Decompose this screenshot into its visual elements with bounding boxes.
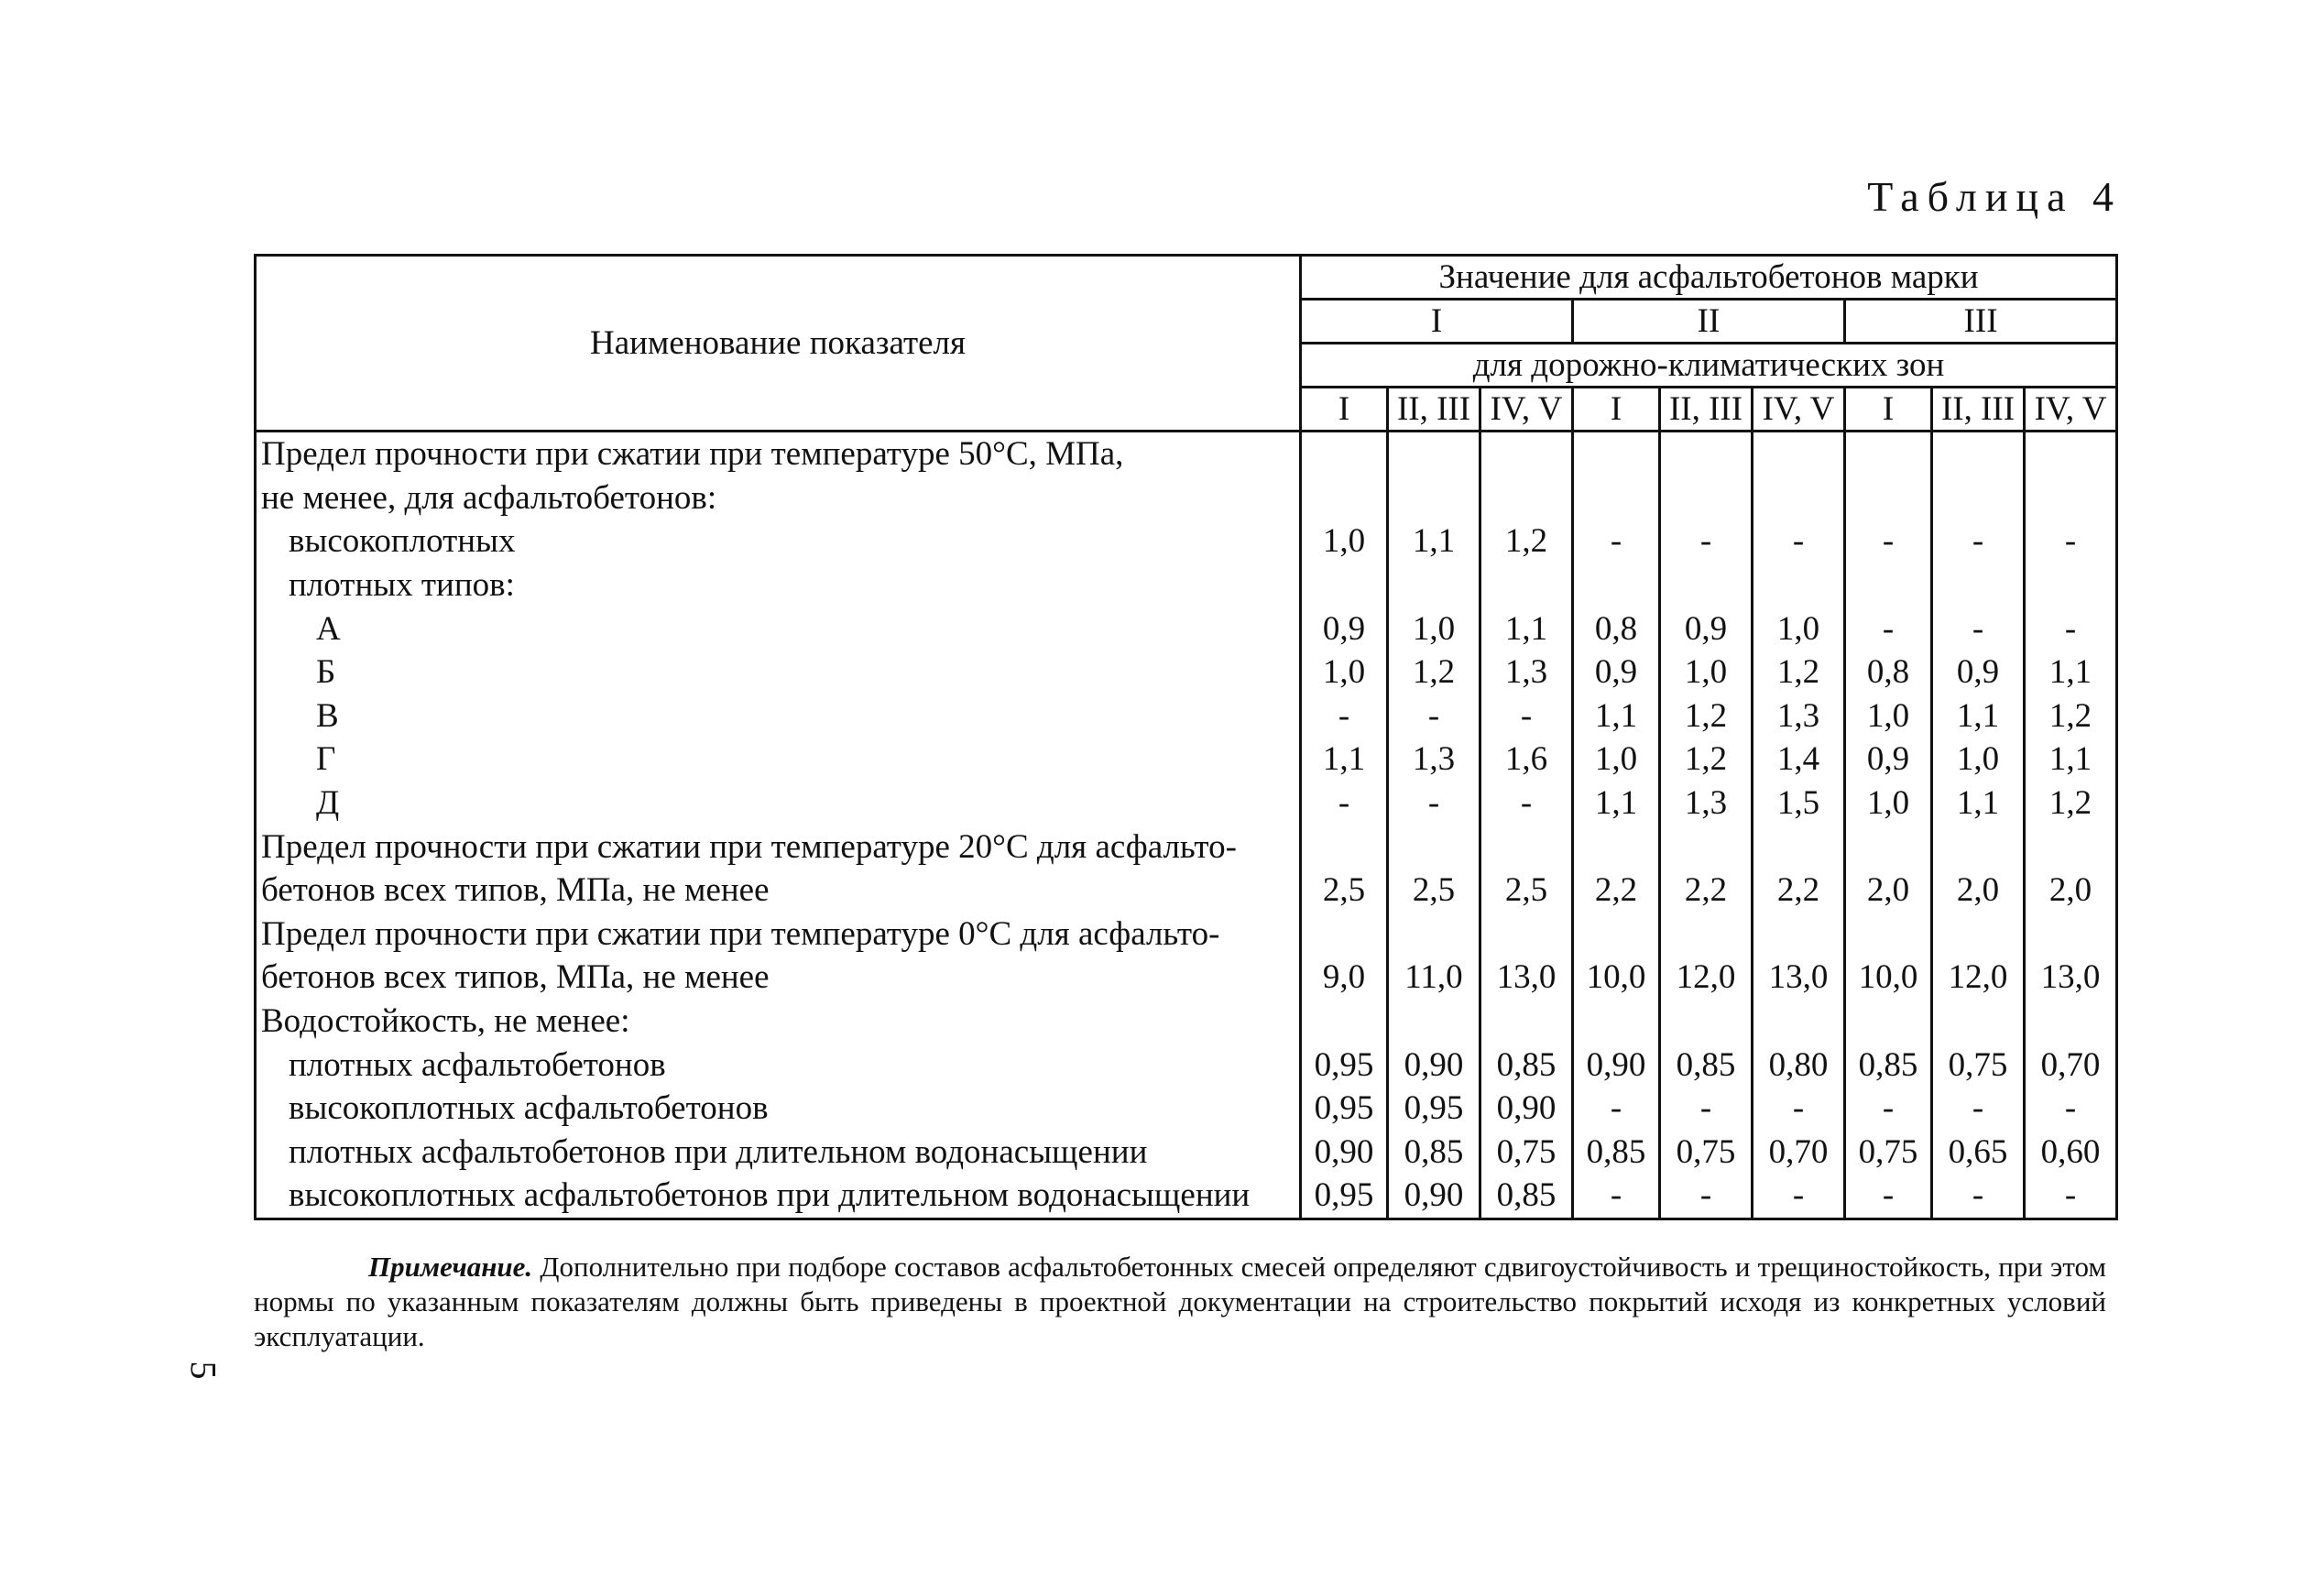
value-cell: 13,0 bbox=[1753, 956, 1845, 1000]
value-cell bbox=[1301, 1000, 1388, 1044]
table-row bbox=[256, 1000, 2117, 1044]
table-row bbox=[256, 519, 2117, 563]
indicator-name-cell bbox=[256, 519, 1301, 563]
value-cell bbox=[1480, 476, 1573, 520]
indicator-name-cell bbox=[256, 782, 1301, 825]
table-caption: Таблица 4 bbox=[1867, 173, 2122, 220]
zones-title-header: для дорожно-климатических зон bbox=[1301, 344, 2117, 388]
value-cell: - bbox=[2025, 1087, 2117, 1131]
indicator-name: высокоплотных асфальтобетонов при длительном водонасыщении bbox=[289, 1176, 1251, 1215]
value-cell: 0,9 bbox=[1660, 607, 1753, 650]
indicator-name-cell bbox=[256, 956, 1301, 1000]
value-cell: 2,0 bbox=[1845, 869, 1932, 913]
value-cell: 0,95 bbox=[1301, 1043, 1388, 1087]
value-cell bbox=[1480, 563, 1573, 607]
value-cell: 1,3 bbox=[1480, 650, 1573, 694]
zone-header: IV, V bbox=[2025, 388, 2117, 432]
value-cell: - bbox=[1753, 1174, 1845, 1219]
value-cell bbox=[1753, 825, 1845, 869]
note-label: Примечание. bbox=[368, 1251, 533, 1283]
value-cell bbox=[1932, 563, 2025, 607]
value-cell bbox=[1301, 563, 1388, 607]
note-text: Дополнительно при подборе составов асфальтобетонных смесей определяют сдвигоустойчивость и трещиностойкость, при этом нормы по указанным показателям должны быть приведены в проектной документации на строительство покрытий исходя из конкретных условий эксплуатации. bbox=[254, 1251, 2106, 1352]
value-cell: 1,2 bbox=[2025, 694, 2117, 738]
value-cell bbox=[1480, 1000, 1573, 1044]
value-cell bbox=[2025, 913, 2117, 957]
indicator-name: Водостойкость, не менее: bbox=[261, 1002, 630, 1041]
value-cell bbox=[1301, 913, 1388, 957]
value-cell: 1,0 bbox=[1753, 607, 1845, 650]
value-cell bbox=[1573, 825, 1660, 869]
indicator-name: Г bbox=[316, 740, 336, 779]
value-cell: 1,2 bbox=[1660, 738, 1753, 782]
value-cell: 0,85 bbox=[1660, 1043, 1753, 1087]
indicator-name: плотных асфальтобетонов при длительном водонасыщении bbox=[289, 1132, 1148, 1171]
value-cell: 1,0 bbox=[1388, 607, 1480, 650]
value-cell: 1,2 bbox=[1388, 650, 1480, 694]
value-cell: 2,2 bbox=[1573, 869, 1660, 913]
value-cell: - bbox=[1388, 694, 1480, 738]
indicator-name-cell bbox=[256, 825, 1301, 869]
value-cell: 1,1 bbox=[1573, 782, 1660, 825]
zone-header: I bbox=[1845, 388, 1932, 432]
value-cell bbox=[1388, 476, 1480, 520]
value-cell bbox=[1573, 563, 1660, 607]
value-cell bbox=[1845, 825, 1932, 869]
value-cell: 1,0 bbox=[1845, 694, 1932, 738]
value-cell bbox=[1845, 1000, 1932, 1044]
value-cell: 0,85 bbox=[1388, 1131, 1480, 1175]
value-cell bbox=[1932, 1000, 2025, 1044]
zone-header: II, III bbox=[1660, 388, 1753, 432]
value-cell: 2,2 bbox=[1753, 869, 1845, 913]
value-cell bbox=[1932, 913, 2025, 957]
indicator-name: Предел прочности при сжатии при температуре 0°С для асфальто- bbox=[261, 914, 1220, 953]
value-cell: 9,0 bbox=[1301, 956, 1388, 1000]
indicator-name: бетонов всех типов, МПа, не менее bbox=[261, 871, 770, 910]
grade-header-3: III bbox=[1845, 300, 2117, 344]
zone-header: I bbox=[1573, 388, 1660, 432]
table-row bbox=[256, 782, 2117, 825]
value-cell: 0,80 bbox=[1753, 1043, 1845, 1087]
value-cell: - bbox=[1660, 1087, 1753, 1131]
value-cell bbox=[1388, 913, 1480, 957]
page-number: 5 bbox=[182, 1361, 224, 1380]
indicator-name: не менее, для асфальтобетонов: bbox=[261, 478, 717, 517]
value-cell: - bbox=[1932, 607, 2025, 650]
table-row bbox=[256, 1174, 2117, 1219]
value-cell: 2,5 bbox=[1388, 869, 1480, 913]
value-cell bbox=[2025, 825, 2117, 869]
value-cell: - bbox=[2025, 607, 2117, 650]
value-cell: 1,1 bbox=[1932, 782, 2025, 825]
indicator-name-cell bbox=[256, 432, 1301, 476]
indicator-name-cell bbox=[256, 1043, 1301, 1087]
value-cell: 1,4 bbox=[1753, 738, 1845, 782]
value-cell: 0,85 bbox=[1573, 1131, 1660, 1175]
value-cell: 2,0 bbox=[1932, 869, 2025, 913]
value-cell: - bbox=[1480, 782, 1573, 825]
table-row bbox=[256, 650, 2117, 694]
value-cell bbox=[1573, 432, 1660, 476]
value-cell bbox=[1388, 1000, 1480, 1044]
value-cell bbox=[1573, 1000, 1660, 1044]
indicator-name: высокоплотных асфальтобетонов bbox=[289, 1089, 769, 1128]
indicator-name-cell bbox=[256, 1174, 1301, 1219]
value-cell: 12,0 bbox=[1660, 956, 1753, 1000]
value-cell: - bbox=[1660, 1174, 1753, 1219]
indicator-name: плотных типов: bbox=[289, 566, 515, 605]
indicator-name: бетонов всех типов, МПа, не менее bbox=[261, 958, 770, 997]
value-cell bbox=[1660, 913, 1753, 957]
table-row bbox=[256, 738, 2117, 782]
value-cell bbox=[1753, 563, 1845, 607]
indicator-name-cell bbox=[256, 476, 1301, 520]
indicator-name-cell bbox=[256, 563, 1301, 607]
value-cell: - bbox=[1845, 1087, 1932, 1131]
zone-header: IV, V bbox=[1753, 388, 1845, 432]
value-cell: - bbox=[1388, 782, 1480, 825]
value-cell bbox=[1660, 1000, 1753, 1044]
value-cell bbox=[1480, 432, 1573, 476]
value-cell bbox=[1480, 825, 1573, 869]
value-cell: 0,65 bbox=[1932, 1131, 2025, 1175]
value-cell: - bbox=[1573, 1087, 1660, 1131]
value-cell: 12,0 bbox=[1932, 956, 2025, 1000]
value-cell: 1,1 bbox=[1932, 694, 2025, 738]
value-cell bbox=[1301, 825, 1388, 869]
value-cell bbox=[1660, 825, 1753, 869]
value-cell: - bbox=[2025, 1174, 2117, 1219]
table-row bbox=[256, 476, 2117, 520]
table-row bbox=[256, 1043, 2117, 1087]
value-cell: - bbox=[1301, 694, 1388, 738]
value-cell: 1,0 bbox=[1660, 650, 1753, 694]
value-cell bbox=[1388, 563, 1480, 607]
indicator-name-cell bbox=[256, 738, 1301, 782]
value-cell: 0,95 bbox=[1388, 1087, 1480, 1131]
table-row bbox=[256, 607, 2117, 650]
grade-header-1: I bbox=[1301, 300, 1573, 344]
table-row bbox=[256, 1087, 2117, 1131]
indicator-name: плотных асфальтобетонов bbox=[289, 1045, 666, 1084]
value-cell: 2,0 bbox=[2025, 869, 2117, 913]
value-cell: 0,90 bbox=[1573, 1043, 1660, 1087]
value-cell: 1,1 bbox=[1573, 694, 1660, 738]
indicator-name-cell bbox=[256, 607, 1301, 650]
indicator-name: Б bbox=[316, 653, 336, 692]
value-cell bbox=[1301, 432, 1388, 476]
value-cell: 0,95 bbox=[1301, 1087, 1388, 1131]
value-cell bbox=[2025, 476, 2117, 520]
name-column-header: Наименование показателя bbox=[256, 256, 1301, 432]
value-cell bbox=[1845, 563, 1932, 607]
value-cell: - bbox=[1845, 1174, 1932, 1219]
value-cell bbox=[1480, 913, 1573, 957]
value-cell: 0,90 bbox=[1388, 1174, 1480, 1219]
value-cell: 1,3 bbox=[1660, 782, 1753, 825]
table-row bbox=[256, 869, 2117, 913]
value-cell: 1,5 bbox=[1753, 782, 1845, 825]
properties-table bbox=[254, 254, 2118, 1220]
value-cell: 0,8 bbox=[1573, 607, 1660, 650]
value-cell bbox=[2025, 563, 2117, 607]
zone-header: II, III bbox=[1932, 388, 2025, 432]
indicator-name: Д bbox=[316, 784, 340, 823]
value-cell: 1,1 bbox=[1388, 519, 1480, 563]
indicator-name-cell bbox=[256, 694, 1301, 738]
value-cell bbox=[1845, 432, 1932, 476]
value-cell: 0,90 bbox=[1301, 1131, 1388, 1175]
value-cell: 1,0 bbox=[1301, 650, 1388, 694]
table-row bbox=[256, 956, 2117, 1000]
value-cell bbox=[1388, 825, 1480, 869]
value-cell bbox=[1932, 432, 2025, 476]
value-cell: - bbox=[1573, 519, 1660, 563]
value-cell: 0,95 bbox=[1301, 1174, 1388, 1219]
value-cell: 0,9 bbox=[1573, 650, 1660, 694]
value-cell bbox=[2025, 432, 2117, 476]
indicator-name: Предел прочности при сжатии при температуре 20°С для асфальто- bbox=[261, 827, 1237, 866]
value-cell: 1,1 bbox=[2025, 650, 2117, 694]
value-cell: 0,85 bbox=[1480, 1043, 1573, 1087]
value-cell: 10,0 bbox=[1845, 956, 1932, 1000]
indicator-name: высокоплотных bbox=[289, 522, 516, 561]
value-cell bbox=[1932, 825, 2025, 869]
value-cell: 1,0 bbox=[1932, 738, 2025, 782]
value-cell: - bbox=[1932, 1174, 2025, 1219]
values-title-header: Значение для асфальтобетонов марки bbox=[1301, 256, 2117, 300]
value-cell: 0,8 bbox=[1845, 650, 1932, 694]
value-cell bbox=[1660, 563, 1753, 607]
indicator-name-cell bbox=[256, 650, 1301, 694]
table-row bbox=[256, 913, 2117, 957]
value-cell: 2,5 bbox=[1480, 869, 1573, 913]
value-cell: 0,75 bbox=[1660, 1131, 1753, 1175]
value-cell bbox=[1573, 913, 1660, 957]
indicator-name: А bbox=[316, 609, 341, 648]
value-cell bbox=[1753, 476, 1845, 520]
value-cell: 1,3 bbox=[1388, 738, 1480, 782]
value-cell: 1,1 bbox=[2025, 738, 2117, 782]
value-cell: 0,70 bbox=[2025, 1043, 2117, 1087]
value-cell: 1,0 bbox=[1573, 738, 1660, 782]
value-cell: 1,6 bbox=[1480, 738, 1573, 782]
value-cell: 1,1 bbox=[1301, 738, 1388, 782]
value-cell: 0,90 bbox=[1480, 1087, 1573, 1131]
value-cell: - bbox=[1753, 519, 1845, 563]
value-cell: 1,3 bbox=[1753, 694, 1845, 738]
indicator-name-cell bbox=[256, 869, 1301, 913]
value-cell: 1,2 bbox=[1480, 519, 1573, 563]
value-cell: 10,0 bbox=[1573, 956, 1660, 1000]
indicator-name-cell bbox=[256, 913, 1301, 957]
value-cell: 0,75 bbox=[1932, 1043, 2025, 1087]
value-cell bbox=[1660, 476, 1753, 520]
indicator-name: В bbox=[316, 696, 339, 735]
value-cell: - bbox=[1480, 694, 1573, 738]
value-cell bbox=[1573, 476, 1660, 520]
value-cell bbox=[1932, 476, 2025, 520]
table-row bbox=[256, 432, 2117, 476]
value-cell: 13,0 bbox=[2025, 956, 2117, 1000]
value-cell bbox=[1845, 913, 1932, 957]
value-cell: 0,9 bbox=[1845, 738, 1932, 782]
indicator-name-cell bbox=[256, 1131, 1301, 1175]
value-cell: - bbox=[2025, 519, 2117, 563]
zone-header: I bbox=[1301, 388, 1388, 432]
value-cell: 2,5 bbox=[1301, 869, 1388, 913]
table-row bbox=[256, 825, 2117, 869]
value-cell bbox=[1301, 476, 1388, 520]
value-cell: 0,75 bbox=[1845, 1131, 1932, 1175]
indicator-name: Предел прочности при сжатии при температуре 50°С, МПа, bbox=[261, 435, 1124, 474]
value-cell bbox=[1388, 432, 1480, 476]
value-cell: 1,2 bbox=[2025, 782, 2117, 825]
value-cell bbox=[2025, 1000, 2117, 1044]
value-cell: 0,70 bbox=[1753, 1131, 1845, 1175]
value-cell: 1,2 bbox=[1753, 650, 1845, 694]
table-row bbox=[256, 694, 2117, 738]
value-cell bbox=[1845, 476, 1932, 520]
value-cell bbox=[1753, 1000, 1845, 1044]
indicator-name-cell bbox=[256, 1087, 1301, 1131]
value-cell: - bbox=[1753, 1087, 1845, 1131]
value-cell: 0,60 bbox=[2025, 1131, 2117, 1175]
value-cell: 1,2 bbox=[1660, 694, 1753, 738]
value-cell: 1,1 bbox=[1480, 607, 1573, 650]
value-cell: - bbox=[1660, 519, 1753, 563]
value-cell bbox=[1753, 913, 1845, 957]
value-cell: - bbox=[1932, 1087, 2025, 1131]
value-cell: - bbox=[1845, 519, 1932, 563]
value-cell: - bbox=[1932, 519, 2025, 563]
table-note bbox=[254, 1250, 2106, 1354]
value-cell: 13,0 bbox=[1480, 956, 1573, 1000]
value-cell: 0,75 bbox=[1480, 1131, 1573, 1175]
table-header bbox=[256, 256, 2117, 432]
grade-header-2: II bbox=[1573, 300, 1845, 344]
value-cell: - bbox=[1845, 607, 1932, 650]
value-cell bbox=[1660, 432, 1753, 476]
zone-header: IV, V bbox=[1480, 388, 1573, 432]
value-cell: 2,2 bbox=[1660, 869, 1753, 913]
value-cell: 11,0 bbox=[1388, 956, 1480, 1000]
value-cell: 0,9 bbox=[1932, 650, 2025, 694]
indicator-name-cell bbox=[256, 1000, 1301, 1044]
value-cell: 1,0 bbox=[1301, 519, 1388, 563]
value-cell: 0,85 bbox=[1845, 1043, 1932, 1087]
table-body bbox=[256, 432, 2117, 1219]
value-cell: 0,90 bbox=[1388, 1043, 1480, 1087]
table-row bbox=[256, 1131, 2117, 1175]
value-cell: 0,9 bbox=[1301, 607, 1388, 650]
value-cell: - bbox=[1301, 782, 1388, 825]
value-cell: 0,85 bbox=[1480, 1174, 1573, 1219]
value-cell: 1,0 bbox=[1845, 782, 1932, 825]
value-cell bbox=[1753, 432, 1845, 476]
value-cell: - bbox=[1573, 1174, 1660, 1219]
table-row bbox=[256, 563, 2117, 607]
zone-header: II, III bbox=[1388, 388, 1480, 432]
